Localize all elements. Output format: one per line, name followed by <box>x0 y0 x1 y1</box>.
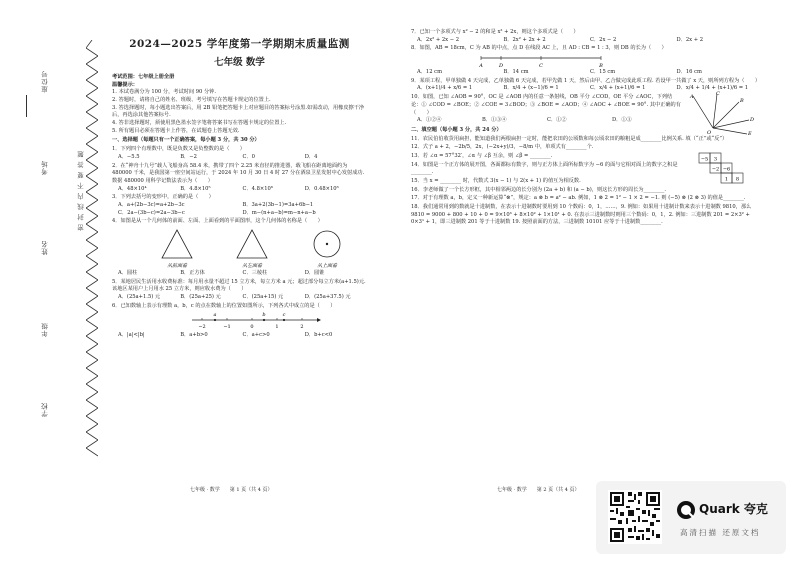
view-label-front: 从前面看 <box>166 263 188 270</box>
q1-options <box>112 154 367 162</box>
q2-option-a: A．48×10⁴ <box>118 185 147 192</box>
question-7 <box>411 29 763 44</box>
exam-scope: 考试范围：七年级上册全册 <box>112 73 175 80</box>
net-cell-6: 8 <box>735 176 740 183</box>
q13-q16-block <box>411 153 763 186</box>
ray-od <box>713 120 749 128</box>
q10-options <box>411 117 677 125</box>
q5-option-d: D．(25a+37.5) 元 <box>304 294 351 301</box>
net-cell-2: 3 <box>713 156 718 163</box>
q2-option-c: C．4.8×10⁶ <box>242 185 273 192</box>
q8-option-b: B．14 cm <box>503 69 529 76</box>
name-label: 姓名 <box>41 240 49 255</box>
exam-subtitle: 七年级 数学 <box>214 56 265 68</box>
q9-option-d: D．x/4 + 1/4 + (x+1)/6 = 1 <box>676 85 749 92</box>
q1-stem: 1．下列四个有理数中，既是负数又是负整数的是（ ） <box>112 146 245 153</box>
q7-option-b: B．2x² + 2x + 2 <box>503 36 546 43</box>
q7-option-d: D．2x + 2 <box>676 36 704 43</box>
question-8 <box>411 45 763 76</box>
seat-label: 座位号 <box>41 70 49 93</box>
point-a-label: a <box>213 312 217 319</box>
section-2-title: 二、填空题（每小题 3 分，共 24 分） <box>411 126 502 133</box>
q5-option-b: B．(25a+25) 元 <box>180 294 221 301</box>
q14-cube-net-figure <box>697 151 757 191</box>
q6-option-b: B．a+b>0 <box>180 332 208 339</box>
q10-option-d: D．①③ <box>612 117 632 124</box>
net-cell-4: −6 <box>722 166 731 173</box>
q3-stem: 3．下列去括号的变形中，正确的是（ ） <box>112 194 214 201</box>
ray-label-a: A <box>690 94 694 101</box>
right-page <box>397 0 794 561</box>
point-b-dot <box>263 319 265 321</box>
top-view-center-dot <box>326 243 328 245</box>
binding-margin <box>0 0 100 561</box>
view-label-left: 从左面看 <box>241 263 263 270</box>
section-1-title: 一、选择题（每题只有一个正确答案，每小题 3 分，共 30 分） <box>112 137 260 144</box>
q5-option-a: A．(25a+1.5) 元 <box>118 294 161 301</box>
q6-option-d: D．b+c<0 <box>304 332 333 339</box>
q1-option-a: A．−5.5 <box>118 153 140 160</box>
exam-room-label: 考场 <box>41 160 49 175</box>
tick-label-1: 1 <box>275 324 279 331</box>
q10-option-c: C．①② <box>547 117 567 124</box>
q6-options <box>112 332 367 340</box>
q8-options <box>411 69 763 77</box>
ray-label-b: B <box>740 98 744 105</box>
q9-option-c: C．x/4 + (x+1)/6 = 1 <box>590 85 646 92</box>
tip-3: 3. 答选择题时，每小题选出答案后，用 2B 铅笔把答题卡上对应题目的答案标号涂黑.如需改动，用橡皮擦干净后，再选涂其他答案标号. <box>112 104 365 119</box>
q6-option-c: C．a+c>0 <box>242 332 270 339</box>
question-18: 18．我们通常用到的数就是十进制数，在表示十进制数时要用到 10 个数码：0，1，……，9. 例如：如果用十进制计数来表示十进制数 9810，那么 9810 = 9000 + 800 + 10 + 0 = 9×10³ + 8×10² + 1×10¹ + 0. 在表示三进制数时则用三个数码：0，1，2. 例如：三进制数 201 = 2×3² + 0×3¹ + 1，即三进制数 201 等于十进制数 19. 按照前面的方法，三进制数 10101 应等于十进制数________. <box>411 204 752 226</box>
q4-options <box>112 270 367 278</box>
question-3 <box>112 194 367 217</box>
q8-option-a: A．12 cm <box>417 69 443 76</box>
q5-stem: 5．某地居民生活用水收费标准：每月用水量不超过 15 立方米，每立方米 a 元；超过部分每立方米(a+1.5)元. 该地区某用户上月用水 25 立方米，则应收水费为（ ） <box>112 278 366 293</box>
q1-option-c: C．0 <box>242 153 255 160</box>
q1-option-d: D．4 <box>304 153 318 160</box>
left-view-triangle <box>237 230 267 258</box>
q8-stem: 8．如图，AB = 18cm，C 为 AB 的中点，点 D 在线段 AC 上，且 AD : CB = 1 : 3，则 DB 的长为（ ） <box>411 45 667 52</box>
point-c-dot <box>283 319 285 321</box>
right-page-footer: 七年级 · 数学 第 2 页（共 4 页） <box>497 487 580 493</box>
tip-1: 1. 本试卷满分为 100 分，考试时间 90 分钟. <box>112 89 216 96</box>
q10-stem: 10．如图，已知 ∠AOB = 90°，OC 是 ∠AOB 内的任意一条射线，OB 平分 ∠COD，OE 平分 ∠AOC，下列结论：① ∠COD = ∠BOE；② ∠COE = 3∠BOD；③ ∠BOE = ∠AOD；④ ∠AOC + ∠BOE = 90°. 其中正确的有（ ） <box>411 94 681 116</box>
ray-label-o: O <box>707 130 712 137</box>
exam-notice <box>112 74 367 136</box>
tick-label-neg1: −1 <box>223 324 231 331</box>
point-c-label: c <box>282 312 286 319</box>
net-cell-5: 1 <box>724 176 729 183</box>
q7-stem: 7．已知一个多项式与 x² − 2 的和是 x² + 2x，则这个多项式是（ ） <box>411 29 579 35</box>
grade-class-label: 年级 <box>41 322 49 337</box>
q6-number-line-figure <box>112 310 362 332</box>
q9-option-a: A．(x+1)/4 + x/6 = 1 <box>417 85 473 92</box>
tick-label-0: 0 <box>250 324 254 331</box>
point-b-label: B <box>599 63 603 70</box>
exam-title: 2024—2025 学年度第一学期期末质量监测 <box>129 38 350 50</box>
q10-option-b: B．①③④ <box>482 117 507 124</box>
school-label: 学校 <box>41 402 49 417</box>
q7-option-c: C．2x − 2 <box>590 36 617 43</box>
q4-stem: 4．如图是从一个几何体的前面、左面、上面看到的平面图形，这个几何体的名称是（ ） <box>112 218 323 225</box>
q4-option-c: C．三棱柱 <box>242 270 268 277</box>
question-16: 16．李老师做了一个长方形框，其中相邻两边的长分别为 (2a + b) 和 (a − b)，则这长方形的周长为________. <box>411 186 667 193</box>
q1-option-b: B．−2 <box>180 153 197 160</box>
q2-option-b: B．4.8×10⁵ <box>180 185 211 192</box>
question-2 <box>112 163 367 194</box>
qr-code-icon[interactable] <box>608 490 662 544</box>
tip-2: 2. 答题时，请将自己的姓名、班级、考号填写在答题卡规定的位置上. <box>112 97 271 104</box>
question-12: 12．式子 a + 2，−2b/5，2x，(−2x+y)/3，−8/m 中，单项式有________个. <box>411 144 594 151</box>
q7-option-a: A．2x² + 2x − 2 <box>417 36 460 43</box>
q4-three-views-figure <box>112 226 362 270</box>
question-4 <box>112 218 367 277</box>
question-13: 13．若 ∠α = 57°32′，∠α 与 ∠β 互余，则 ∠β = ________. <box>411 152 553 159</box>
q10-angle-figure <box>687 90 763 136</box>
q8-option-d: D．16 cm <box>676 69 702 76</box>
seat-line <box>26 95 27 117</box>
point-b-label: b <box>262 312 266 319</box>
ray-label-e: E <box>748 131 752 137</box>
point-a-dot <box>214 319 216 321</box>
net-cell-3: −2 <box>711 166 720 173</box>
tick-label-2: 2 <box>300 324 304 331</box>
question-5 <box>112 279 367 302</box>
left-content <box>112 38 367 340</box>
q3-option-b: B．3a+2(3b−1)=3a+6b−1 <box>242 201 314 208</box>
q8-segment-figure <box>411 53 761 69</box>
q4-option-d: D．圆锥 <box>304 270 325 277</box>
point-d-label: D <box>498 63 504 70</box>
ray-oe <box>713 128 747 134</box>
ray-label-c: C <box>716 91 720 98</box>
seal-line-note: 密 封 线 内 不 要 答 题 <box>77 150 85 232</box>
q3-options <box>112 202 367 217</box>
front-view-triangle <box>162 230 192 258</box>
seal-zigzag-line <box>86 40 98 460</box>
right-content <box>411 28 763 227</box>
q3-option-a: A．a+(2b−3c)=a+2b−3c <box>118 201 185 208</box>
ray-ob <box>713 102 739 128</box>
net-cell-1: −5 <box>700 156 709 163</box>
question-15: 15．当 x = ________ 时，代数式 3(x − 1) 与 2(x + 1) 的值互为相反数. <box>411 178 581 184</box>
tick-label-neg2: −2 <box>198 324 206 331</box>
q2-options <box>112 186 367 194</box>
q2-stem: 2．在“神舟十九号”载人飞船身高 58.4 米，携带了四个 2.25 米直径的推进器，载飞船在距离地面约为 480000 千米，是我国第一座空间站运行，于 2024 年 10 月 30 日 4 时 27 分在酒泉卫星发射中心发射成功. 数据 480000 用科学记数法表示为（ ） <box>112 162 365 184</box>
tips-title: 温馨提示： <box>112 81 138 88</box>
point-c-label: C <box>539 63 543 70</box>
question-6 <box>112 303 367 340</box>
q9-stem: 9．某项工程，甲单独做 4 天完成，乙单独做 6 天完成，若甲先做 1 天，然后由甲、乙合做完成此项工程. 若设甲一共做了 x 天，则所列方程为（ ） <box>411 77 761 84</box>
q9-option-b: B．x/4 + (x−1)/6 = 1 <box>503 85 559 92</box>
q7-options <box>411 37 763 45</box>
point-a-label: A <box>479 63 483 70</box>
q10-option-a: A．①②④ <box>417 117 442 124</box>
quark-brand-name: Quark 夸克 <box>699 502 768 516</box>
question-17: 17．对于有理数 a，b，定义一种新运算“⊗”，规定：a ⊗ b = a² − ab. 例如，1 ⊗ 2 = 1² − 1 × 2 = −1. 则 (−5) ⊗ (2 ⊗ 3) 的值是________. <box>411 195 746 202</box>
q2-option-d: D．0.48×10⁶ <box>304 185 339 192</box>
ray-label-d: D <box>750 117 755 124</box>
quark-tagline: 高清扫描 还原文档 <box>680 528 761 537</box>
q3-option-c: C．2a−(3b−c)=2a−3b−c <box>118 209 185 216</box>
left-page-footer: 七年级 · 数学 第 1 页（共 4 页） <box>190 487 273 493</box>
q6-option-a: A．|a|<|b| <box>118 332 145 339</box>
q5-option-c: C．(25a+15) 元 <box>242 294 284 301</box>
question-1 <box>112 146 367 161</box>
q5-options <box>112 294 367 302</box>
q8-option-c: C．15 cm <box>590 69 616 76</box>
tip-5: 5. 所有题目必须在答题卡上作答，在试题卷上答题无效. <box>112 127 240 134</box>
q4-option-a: A．圆柱 <box>118 270 138 277</box>
view-label-top: 从上面看 <box>316 263 338 270</box>
quark-logo-icon <box>676 500 696 520</box>
tip-4: 4. 答非选择题时，须使用黑色墨水签字笔将答案书写在答题卡规定的位置上. <box>112 120 287 127</box>
q4-option-b: B．正方体 <box>180 270 205 277</box>
question-14: 14．如图是一个正方体的展开图，各面都标有数字，则与正方体上面所标数字为 −6 的面与它相对面上的数字之积是________. <box>411 161 678 176</box>
number-line-arrow <box>317 318 321 322</box>
ray-oa <box>693 96 713 128</box>
question-11: 11．农民伯伯收货用扁担，能知道我们两根扁担一定时，能把农田的公顷数和每公顷农田的粮粗是成________比例关系. 填（“正”或“反”） <box>411 135 728 142</box>
ray-oc <box>713 94 717 128</box>
q3-option-d: D．m−(n+a−b)=m−n+a−b <box>242 209 316 216</box>
q6-stem: 6．已知数轴上表示有理数 a，b，c 的点在数轴上的位置如图所示，下列各式中成立的是（ ） <box>112 302 336 309</box>
